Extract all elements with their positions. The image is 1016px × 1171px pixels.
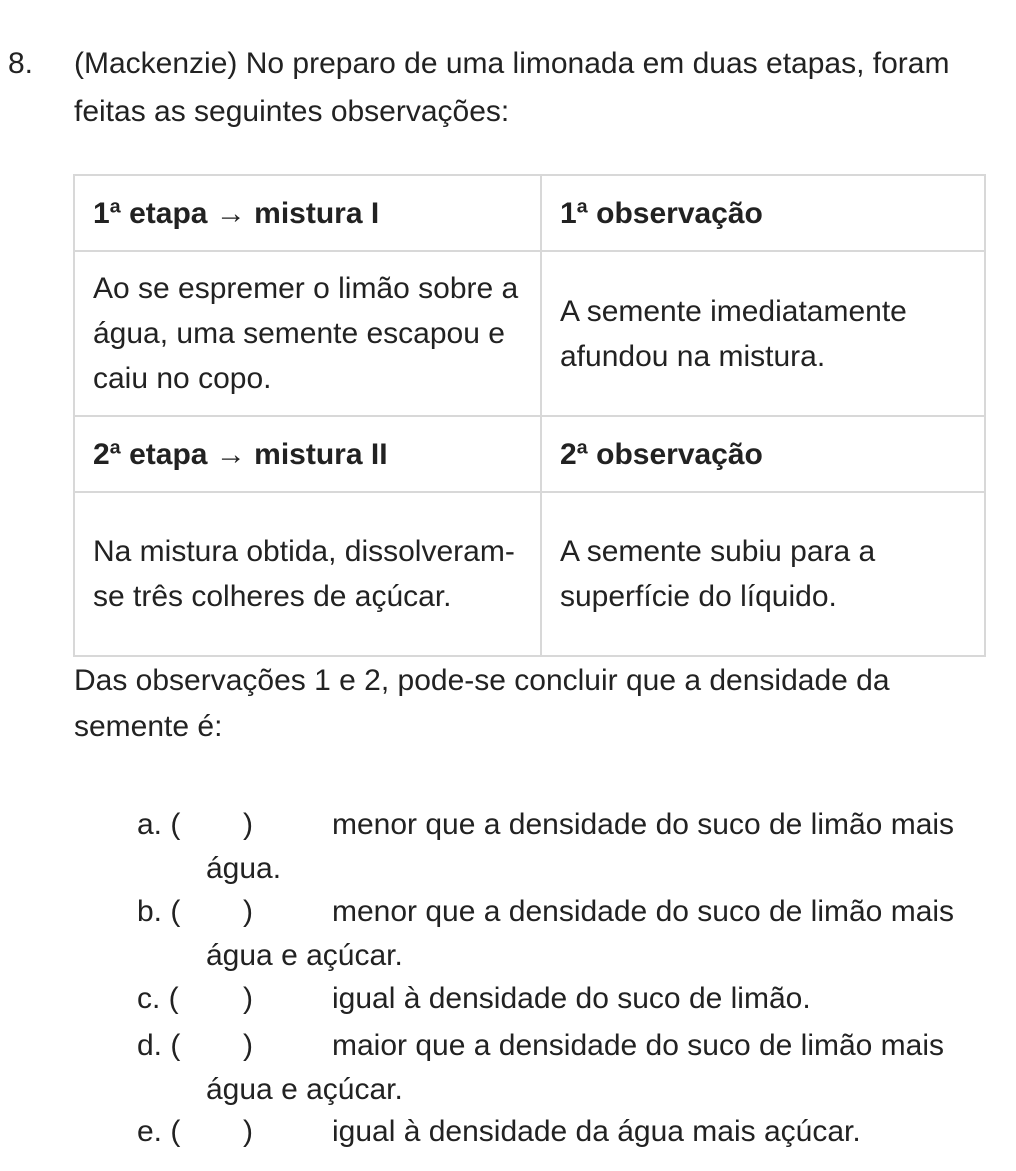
table-row-step1-body <box>74 251 985 416</box>
question-number: 8. <box>8 47 34 80</box>
option-b-label: b. ( <box>137 895 181 928</box>
question-stem: (Mackenzie) No preparo de uma limonada em duas etapas, foram feitas as seguintes observações: <box>74 47 950 128</box>
table-row-step1-header <box>74 175 985 251</box>
option-e-label: e. ( <box>137 1115 181 1148</box>
option-e-close: ) <box>243 1115 253 1148</box>
step1-description-cell: Ao se espremer o limão sobre a água, uma semente escapou e caiu no copo. <box>74 251 541 416</box>
option-b-close: ) <box>243 895 253 928</box>
option-a-close: ) <box>243 808 253 841</box>
table-row-step2-body <box>74 492 985 656</box>
observation2-header-cell: 2ª observação <box>541 416 985 492</box>
step2-description-cell: Na mistura obtida, dissolveram-se três colheres de açúcar. <box>74 492 541 656</box>
option-c-text: igual à densidade do suco de limão. <box>332 982 811 1015</box>
option-c-close: ) <box>243 982 253 1015</box>
table-row-step2-header <box>74 416 985 492</box>
option-d-text: maior que a densidade do suco de limão mais água e açúcar. <box>206 1029 945 1106</box>
observation1-description-cell: A semente imediatamente afundou na mistura. <box>541 251 985 416</box>
observation-table <box>73 174 986 657</box>
option-d-label: d. ( <box>137 1029 181 1062</box>
option-a-text: menor que a densidade do suco de limão mais água. <box>206 808 955 885</box>
conclusion-text: Das observações 1 e 2, pode-se concluir que a densidade da semente é: <box>74 664 890 743</box>
option-b-text: menor que a densidade do suco de limão mais água e açúcar. <box>206 895 955 972</box>
observation2-description-cell: A semente subiu para a superfície do líquido. <box>541 492 985 656</box>
step1-header-cell: 1ª etapa → mistura I <box>74 175 541 251</box>
option-a-label: a. ( <box>137 808 181 841</box>
option-d-close: ) <box>243 1029 253 1062</box>
option-e-text: igual à densidade da água mais açúcar. <box>332 1115 861 1148</box>
step2-header-cell: 2ª etapa → mistura II <box>74 416 541 492</box>
observation1-header-cell: 1ª observação <box>541 175 985 251</box>
option-c-label: c. ( <box>137 982 179 1015</box>
